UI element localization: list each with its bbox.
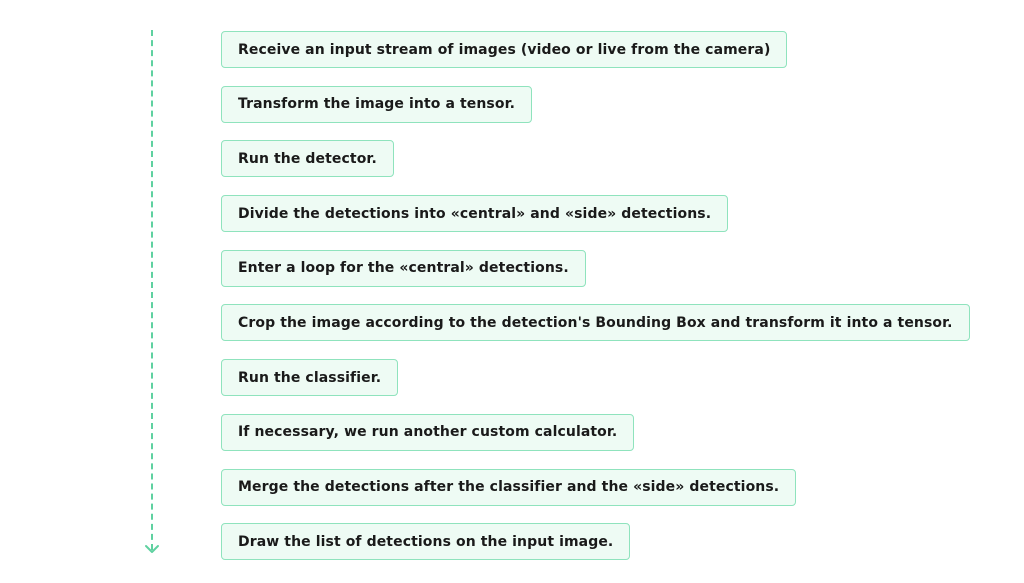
step-item [221, 195, 970, 232]
step-label: Divide the detections into «central» and «side» detections. [221, 195, 728, 232]
step-item [221, 359, 970, 396]
chevron-down-icon [143, 542, 161, 556]
step-item [221, 469, 970, 506]
step-label: Transform the image into a tensor. [221, 86, 532, 123]
step-item [221, 523, 970, 560]
step-label: Merge the detections after the classifier and the «side» detections. [221, 469, 796, 506]
step-label: Crop the image according to the detection's Bounding Box and transform it into a tensor. [221, 304, 970, 341]
step-item [221, 414, 970, 451]
step-label: Receive an input stream of images (video or live from the camera) [221, 31, 787, 68]
step-label: Draw the list of detections on the input image. [221, 523, 630, 560]
step-label: If necessary, we run another custom calculator. [221, 414, 634, 451]
step-item [221, 140, 970, 177]
step-item [221, 304, 970, 341]
step-label: Run the detector. [221, 140, 394, 177]
step-item [221, 250, 970, 287]
step-label: Enter a loop for the «central» detections. [221, 250, 586, 287]
flow-dashed-line [151, 30, 153, 550]
step-label: Run the classifier. [221, 359, 398, 396]
step-item [221, 86, 970, 123]
step-list [221, 31, 970, 560]
step-item [221, 31, 970, 68]
